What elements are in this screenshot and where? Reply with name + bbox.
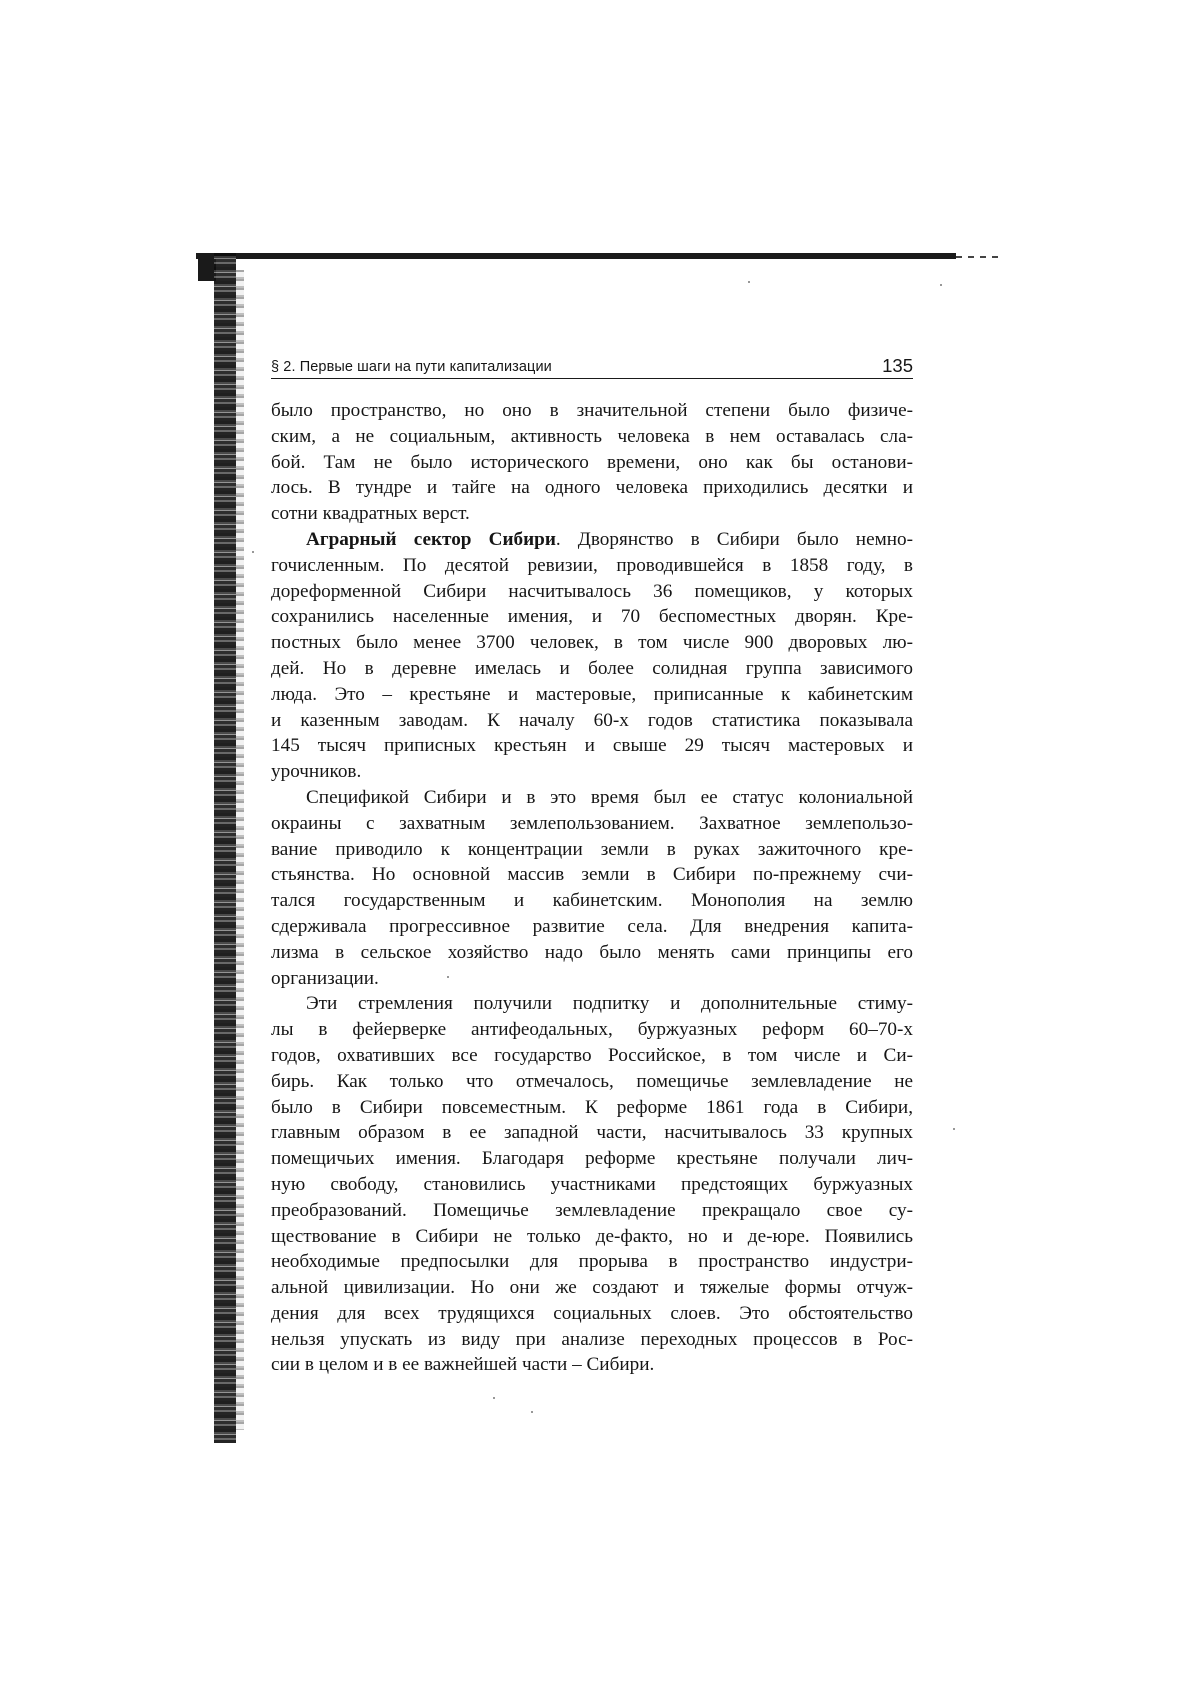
text-line: постных было менее 3700 человек, в том числе 900 дворовых лю- — [271, 632, 913, 654]
text-line: ществование в Сибири не только де-факто, но и де-юре. Появились — [271, 1225, 913, 1247]
text-line: ским, а не социальным, активность человека в нем оставалась сла- — [271, 425, 913, 447]
scan-speck — [940, 284, 942, 286]
text-line: дения для всех трудящихся социальных слоев. Это обстоятельство — [271, 1302, 913, 1324]
runin-heading: Аграрный сектор Сибири — [306, 528, 556, 550]
text-line: бой. Там не было исторического времени, оно как бы останови- — [271, 451, 913, 473]
paragraph — [271, 398, 913, 527]
paragraph — [271, 785, 913, 991]
text-line: сдерживала прогрессивное развитие села. Для внедрения капита- — [271, 915, 913, 937]
text-line: ную свободу, становились участниками предстоящих буржуазных — [271, 1173, 913, 1195]
text-line: и казенным заводам. К началу 60-х годов статистика показывала — [271, 709, 913, 731]
text-line: было пространство, но оно в значительной степени было физиче- — [271, 400, 913, 421]
text-line — [271, 527, 913, 553]
text-line: Эти стремления получили подпитку и дополнительные стиму- — [306, 993, 913, 1015]
text-line: годов, охвативших все государство Российское, в том числе и Си- — [271, 1044, 913, 1066]
text-line: урочников. — [271, 761, 362, 783]
scan-speck — [953, 1128, 955, 1130]
text-line: организации. — [271, 967, 379, 989]
text-line: помещичьих имения. Благодаря реформе крестьяне получали лич- — [271, 1148, 913, 1170]
text-line: вание приводило к концентрации земли в руках зажиточного кре- — [271, 838, 913, 860]
text-line: сии в целом и в ее важнейшей части – Сибири. — [271, 1354, 655, 1376]
text-line: дореформенной Сибири насчитывалось 36 помещиков, у которых — [271, 580, 913, 602]
text-line: бирь. Как только что отмечалось, помещичье землевладение не — [271, 1070, 913, 1092]
paragraph — [271, 991, 913, 1378]
paragraph — [271, 527, 913, 785]
text-line: окраины с захватным землепользованием. Захватное землепользо- — [271, 812, 913, 834]
text-line: тался государственным и кабинетским. Монополия на землю — [271, 890, 913, 912]
text-line: преобразований. Помещичье землевладение прекращало свое су- — [271, 1199, 913, 1221]
text-line: лы в фейерверке антифеодальных, буржуазных реформ 60–70-х — [271, 1019, 913, 1041]
text-line: сохранились населенные имения, и 70 беспоместных дворян. Кре- — [271, 606, 913, 628]
scan-speck — [531, 1411, 533, 1413]
text-line: стьянства. Но основной массив земли в Сибири по-прежнему счи- — [271, 864, 913, 886]
text-line: было в Сибири повсеместным. К реформе 1861 года в Сибири, — [271, 1096, 913, 1118]
body-text — [271, 398, 913, 1378]
section-title: § 2. Первые шаги на пути капитализации — [271, 359, 552, 375]
scan-speck — [252, 551, 254, 553]
text-line: альной цивилизации. Но они же создают и тяжелые формы отчуж- — [271, 1277, 913, 1299]
scan-top-edge-tail — [956, 256, 1004, 258]
scan-speck — [748, 281, 750, 283]
text-line: лось. В тундре и тайге на одного человека приходились десятки и — [271, 477, 913, 499]
scan-binding-edge — [214, 253, 236, 1443]
text-line: 145 тысяч приписных крестьян и свыше 29 тысяч мастеровых и — [271, 735, 913, 757]
text-line: гочисленным. По десятой ревизии, проводившейся в 1858 году, в — [271, 554, 913, 576]
text-line: Спецификой Сибири и в это время был ее статус колониальной — [306, 786, 913, 808]
text-line: люда. Это – крестьяне и мастеровые, приписанные к кабинетским — [271, 683, 913, 705]
scan-binding-shadow — [236, 270, 244, 1430]
page-number: 135 — [882, 355, 913, 376]
running-header — [271, 352, 913, 379]
text-line: дей. Но в деревне имелась и более солидная группа зависимого — [271, 657, 913, 679]
scan-top-edge — [196, 253, 956, 259]
text-run: . Дворянство в Сибири было немно- — [555, 528, 913, 550]
text-line: необходимые предпосылки для прорыва в пространство индустри- — [271, 1251, 913, 1273]
text-line: сотни квадратных верст. — [271, 503, 470, 525]
scan-speck — [493, 1397, 495, 1399]
text-line: нельзя упускать из виду при анализе переходных процессов в Рос- — [271, 1328, 913, 1350]
text-line: главным образом в ее западной части, насчитывалось 33 крупных — [271, 1122, 913, 1144]
text-line: лизма в сельское хозяйство надо было менять сами принципы его — [271, 941, 913, 963]
